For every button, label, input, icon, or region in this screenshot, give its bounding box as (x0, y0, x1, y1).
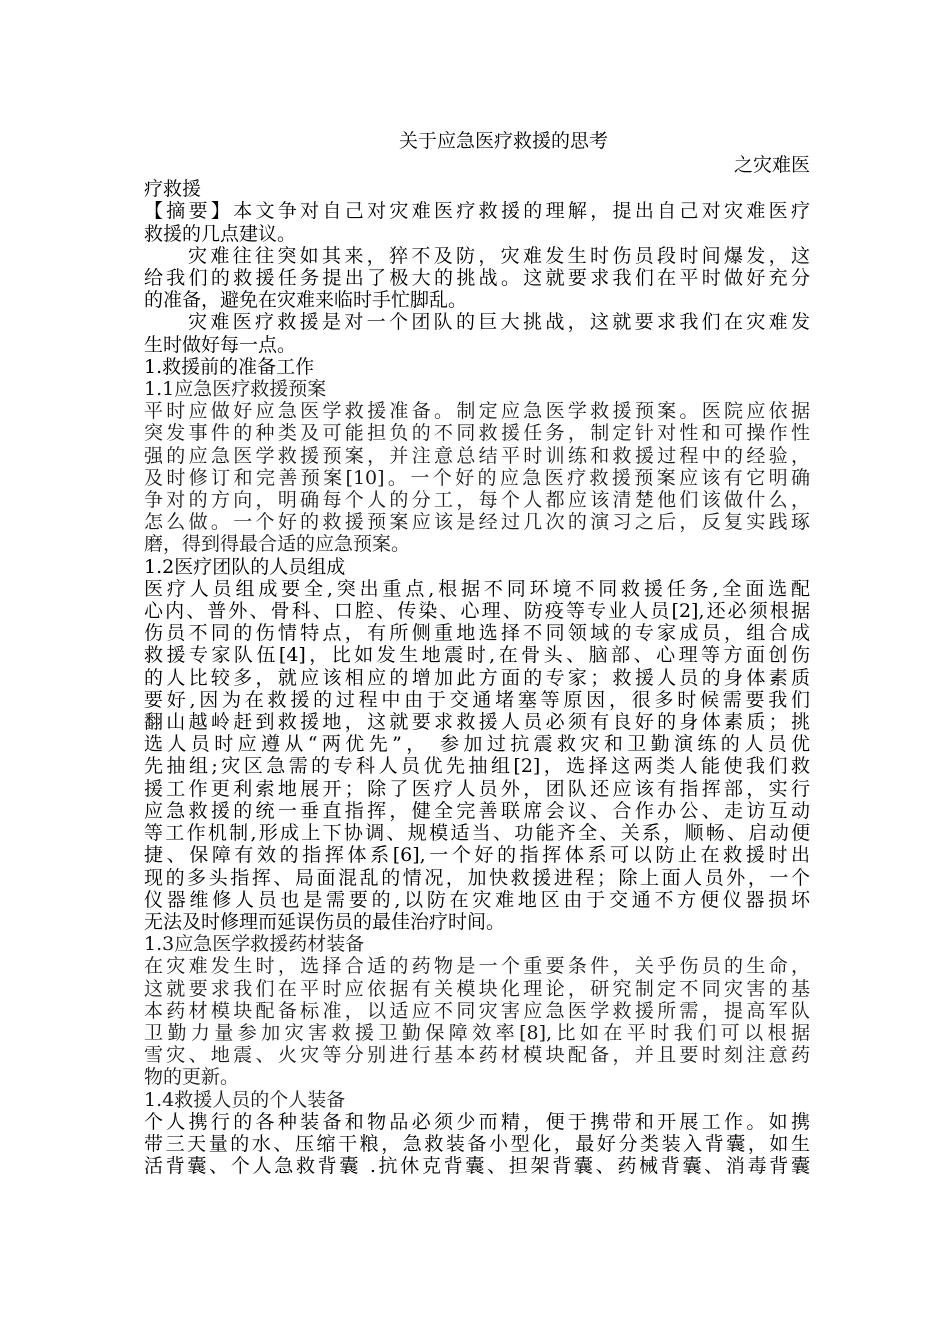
paragraph-line: 翻山越岭赶到救援地，这就要求救援人员必须有良好的身体素质；挑 (144, 711, 810, 734)
section-heading-1-3: 1.3应急医学救援药材装备 (144, 933, 365, 956)
document-subtitle-continued: 疗救援 (144, 178, 202, 201)
paragraph-line: 强的应急医学救援预案，并注意总结平时训练和救援过程中的经验， (144, 444, 810, 467)
paragraph-line: 带三天量的水、压缩干粮，急救装备小型化，最好分类装入背囊，如生 (144, 1132, 810, 1155)
section-heading-1-1: 1.1应急医疗救援预案 (144, 378, 327, 401)
paragraph-line: 要好,因为在救援的过程中由于交通堵塞等原因，很多时候需要我们 (144, 688, 810, 711)
paragraph-line: 救援专家队伍[4]，比如发生地震时,在骨头、脑部、心理等方面创伤 (144, 644, 810, 667)
paragraph-line: 生时做好每一点。 (144, 333, 297, 356)
paragraph-line: 选人员时应遵从“两优先”， 参加过抗震救灾和卫勤演练的人员优 (144, 733, 810, 756)
paragraph-line: 心内、普外、骨科、口腔、传染、心理、防疫等专业人员[2],还必须根据 (144, 600, 810, 623)
paragraph-line: 医疗人员组成要全,突出重点,根据不同环境不同救援任务,全面选配 (144, 577, 810, 600)
paragraph-line: 及时修订和完善预案[10]。一个好的应急医疗救援预案应该有它明确 (144, 466, 810, 489)
section-1-4-paragraph (144, 1111, 810, 1178)
paragraph-line: 无法及时修理而延误伤员的最佳治疗时间。 (144, 910, 506, 933)
paragraph-line: 捷、保障有效的指挥体系[6],一个好的指挥体系可以防止在救援时出 (144, 844, 810, 867)
paragraph-line: 现的多头指挥、局面混乱的情况，加快救援进程；除上面人员外，一个 (144, 866, 810, 889)
section-1-2-paragraph (144, 578, 810, 933)
paragraph-line: 灾难往往突如其来，猝不及防，灾难发生时伤员段时间爆发，这 (188, 244, 810, 267)
intro-paragraph-1 (144, 245, 810, 312)
abstract-line: 【摘要】本文争对自己对灾难医疗救援的理解，提出自己对灾难医疗 (144, 200, 810, 223)
paragraph-line: 磨，得到得最合适的应急预案。 (144, 533, 411, 556)
section-1-1-paragraph (144, 400, 810, 555)
paragraph-line: 平时应做好应急医学救援准备。制定应急医学救援预案。医院应依据 (144, 400, 810, 423)
paragraph-line: 怎么做。一个好的救援预案应该是经过几次的演习之后，反复实践琢 (144, 511, 810, 534)
paragraph-line: 等工作机制,形成上下协调、规模适当、功能齐全、关系，顺畅、启动便 (144, 822, 810, 845)
paragraph-line: 仪器维修人员也是需要的,以防在灾难地区由于交通不方便仪器损坏 (144, 888, 810, 911)
section-heading-1-4: 1.4救援人员的个人装备 (144, 1088, 346, 1111)
paragraph-line: 的人比较多，就应该相应的增加此方面的专家；救援人员的身体素质 (144, 666, 810, 689)
paragraph-line: 伤员不同的伤情特点，有所侧重地选择不同领域的专家成员，组合成 (144, 622, 810, 645)
document-title: 关于应急医疗救援的思考 (399, 130, 609, 152)
document-page (144, 118, 810, 1177)
paragraph-line: 应急救援的统一垂直指挥，健全完善联席会议、合作办公、走访互动 (144, 799, 810, 822)
paragraph-line: 个人携行的各种装备和物品必须少而精，便于携带和开展工作。如携 (144, 1110, 810, 1133)
paragraph-line: 本药材模块配备标准，以适应不同灾害应急医学救援所需，提高军队 (144, 999, 810, 1022)
paragraph-line: 在灾难发生时，选择合适的药物是一个重要条件，关乎伤员的生命， (144, 955, 810, 978)
section-heading-1: 1.救援前的准备工作 (144, 355, 315, 378)
paragraph-line: 物的更新。 (144, 1066, 240, 1089)
document-subtitle: 之灾难医 (733, 154, 810, 177)
paragraph-line: 援工作更利索地展开；除了医疗人员外，团队还应该有指挥部，实行 (144, 777, 810, 800)
paragraph-line: 这就要求我们在平时应依据有关模块化理论，研究制定不同灾害的基 (144, 977, 810, 1000)
intro-paragraph-2 (144, 311, 810, 355)
section-heading-1-2: 1.2医疗团队的人员组成 (144, 555, 346, 578)
paragraph-line: 的准备，避免在灾难来临时手忙脚乱。 (144, 289, 468, 312)
paragraph-line: 给我们的救援任务提出了极大的挑战。这就要求我们在平时做好充分 (144, 267, 810, 290)
paragraph-line: 争对的方向，明确每个人的分工，每个人都应该清楚他们该做什么， (144, 489, 810, 512)
paragraph-line: 卫勤力量参加灾害救援卫勤保障效率[8],比如在平时我们可以根据 (144, 1021, 810, 1044)
paragraph-line: 突发事件的种类及可能担负的不同救援任务，制定针对性和可操作性 (144, 422, 810, 445)
paragraph-line: 先抽组;灾区急需的专科人员优先抽组[2]，选择这两类人能使我们救 (144, 755, 810, 778)
paragraph-line: 雪灾、地震、火灾等分别进行基本药材模块配备，并且要时刻注意药 (144, 1044, 810, 1067)
abstract (144, 200, 810, 244)
paragraph-line: 灾难医疗救援是对一个团队的巨大挑战，这就要求我们在灾难发 (188, 311, 810, 334)
paragraph-line: 活背囊、个人急救背囊 .抗休克背囊、担架背囊、药械背囊、消毒背囊 (144, 1155, 810, 1178)
section-1-3-paragraph (144, 955, 810, 1088)
abstract-line: 救援的几点建议。 (144, 222, 297, 245)
